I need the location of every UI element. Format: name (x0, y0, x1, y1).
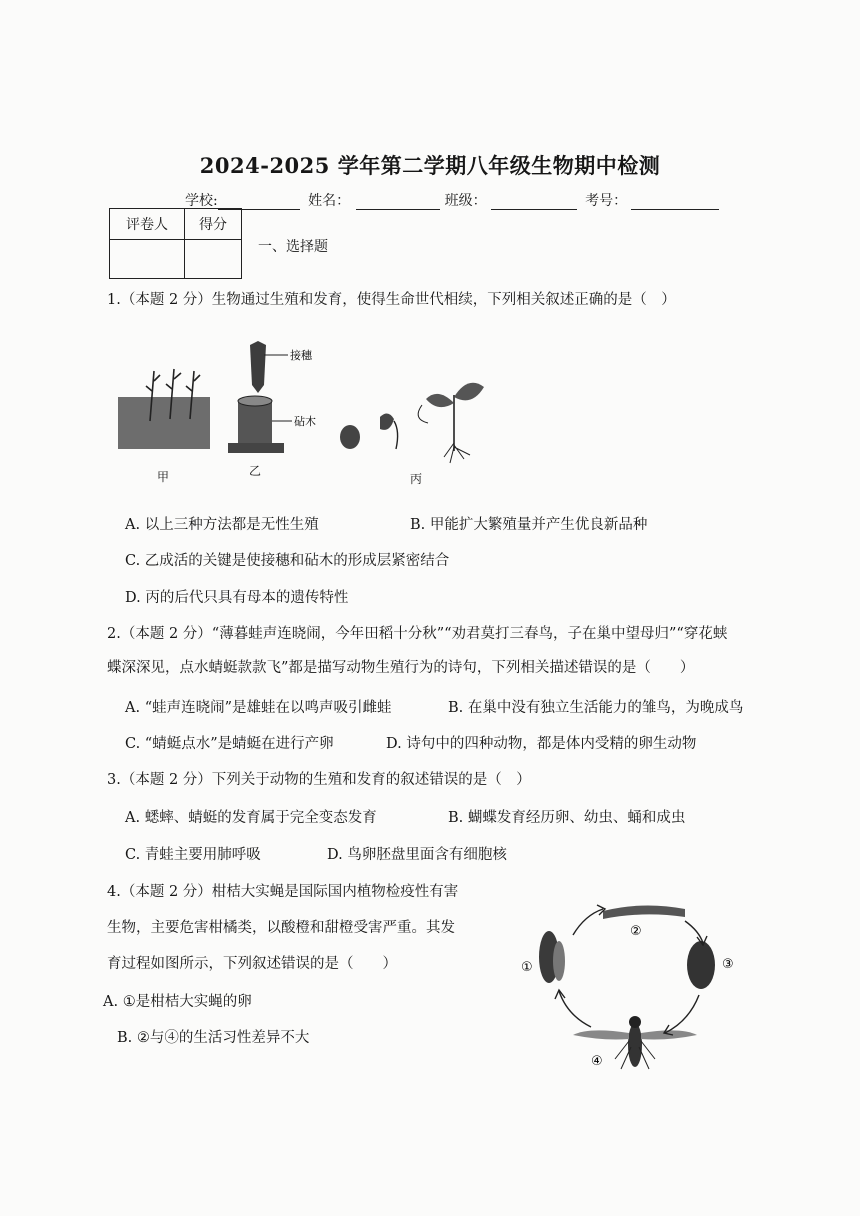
stage-2-label: ② (630, 924, 642, 939)
label-yi: 乙 (249, 464, 262, 478)
q4-option-a[interactable]: A. ①是柑桔大实蝇的卵 (103, 994, 252, 1010)
number-blank[interactable] (631, 195, 719, 210)
q3-option-d[interactable]: D. 鸟卵胚盘里面含有细胞核 (327, 847, 507, 863)
q2-option-d[interactable]: D. 诗句中的四种动物，都是体内受精的卵生动物 (386, 736, 697, 752)
q2-option-a[interactable]: A. “蛙声连晓闹”是雄蛙在以鸣声吸引雌蛙 (125, 700, 392, 716)
school-label: 学校: (185, 193, 218, 209)
q4-lifecycle-figure (515, 895, 755, 1075)
larva-shape (603, 905, 685, 919)
label-bing: 丙 (410, 472, 423, 486)
stock-label: 砧木 (294, 415, 316, 428)
q1-option-b[interactable]: B. 甲能扩大繁殖量并产生优良新品种 (410, 517, 648, 533)
grader-cell[interactable] (110, 240, 185, 279)
q2-option-b[interactable]: B. 在巢中没有独立生活能力的雏鸟，为晚成鸟 (448, 700, 744, 716)
stage-4-label: ④ (591, 1054, 603, 1069)
page-title: 2024-2025 学年第二学期八年级生物期中检测 (199, 153, 661, 178)
pupa-shape (687, 941, 715, 989)
score-cell[interactable] (185, 240, 242, 279)
q1-stem: 1.（本题 2 分）生物通过生殖和发育，使得生命世代相续，下列相关叙述正确的是（ ） (107, 292, 676, 308)
seed-germination-illustration (340, 383, 484, 463)
egg-cluster (539, 931, 565, 983)
q4-stem-line3: 育过程如图所示，下列叙述错误的是（ ） (107, 956, 397, 972)
q3-option-c[interactable]: C. 青蛙主要用肺呼吸 (125, 847, 261, 863)
q3-stem: 3.（本题 2 分）下列关于动物的生殖和发育的叙述错误的是（ ） (107, 772, 531, 788)
q1-figure (110, 335, 490, 485)
grading-table (109, 208, 242, 279)
scion-label: 接穗 (290, 349, 312, 362)
class-label: 班级： (444, 193, 487, 209)
name-label: 姓名： (308, 193, 351, 209)
name-blank[interactable] (356, 195, 440, 210)
section-title: 一、选择题 (258, 239, 328, 255)
grafting-illustration (228, 341, 292, 453)
label-jia: 甲 (157, 470, 170, 484)
q2-option-c[interactable]: C. “蜻蜓点水”是蜻蜓在进行产卵 (125, 736, 334, 752)
stage-3-label: ③ (722, 957, 734, 972)
q4-stem-line1: 4.（本题 2 分）柑桔大实蝇是国际国内植物检疫性有害 (107, 884, 459, 900)
q2-stem-line1: 2.（本题 2 分）“薄暮蛙声连晓闹，今年田稻十分秋”“劝君莫打三春鸟，子在巢中望母归”“穿花蛱 (107, 626, 728, 642)
q1-option-a[interactable]: A. 以上三种方法都是无性生殖 (125, 517, 319, 533)
grader-header: 评卷人 (110, 209, 185, 240)
student-info-line (185, 190, 719, 210)
q4-stem-line2: 生物，主要危害柑橘类，以酸橙和甜橙受害严重。其发 (107, 920, 455, 936)
score-header: 得分 (185, 209, 242, 240)
q4-option-b[interactable]: B. ②与④的生活习性差异不大 (117, 1030, 310, 1046)
cutting-illustration (118, 369, 210, 449)
stage-1-label: ① (521, 960, 533, 975)
q1-option-d[interactable]: D. 丙的后代只具有母本的遗传特性 (125, 590, 349, 606)
q2-stem-line2: 蝶深深见，点水蜻蜓款款飞”都是描写动物生殖行为的诗句，下列相关描述错误的是（ ） (107, 660, 695, 676)
q3-option-b[interactable]: B. 蝴蝶发育经历卵、幼虫、蛹和成虫 (448, 810, 686, 826)
number-label: 考号： (585, 193, 628, 209)
q1-option-c[interactable]: C. 乙成活的关键是使接穗和砧木的形成层紧密结合 (125, 553, 450, 569)
q3-option-a[interactable]: A. 蟋蟀、蜻蜓的发育属于完全变态发育 (125, 810, 377, 826)
class-blank[interactable] (491, 195, 577, 210)
